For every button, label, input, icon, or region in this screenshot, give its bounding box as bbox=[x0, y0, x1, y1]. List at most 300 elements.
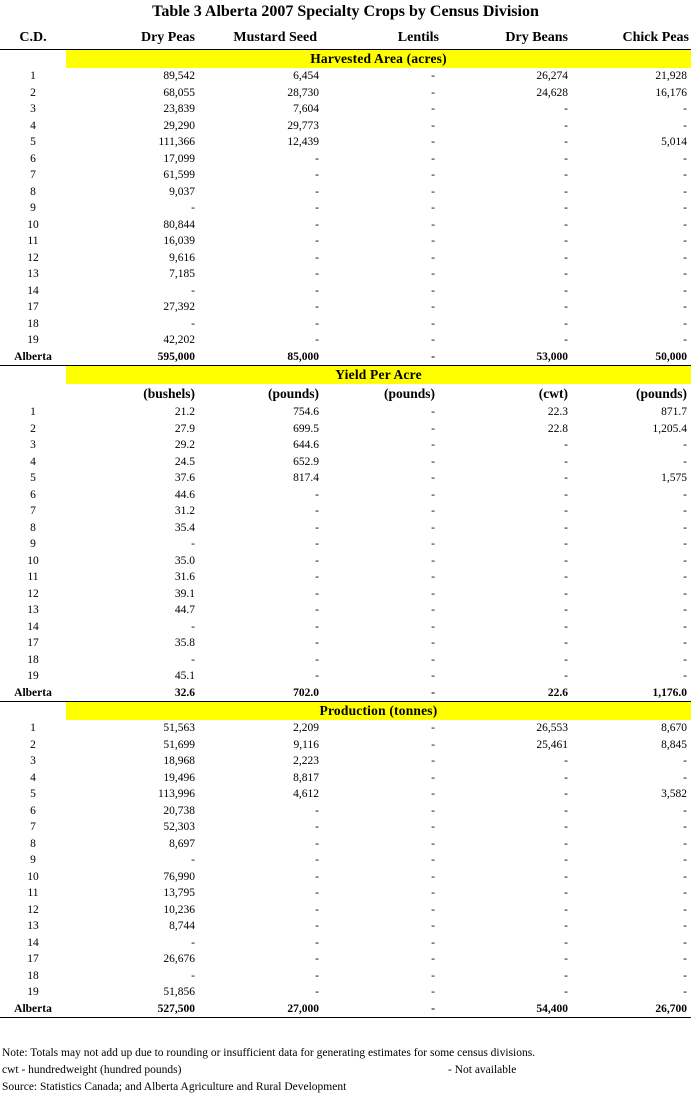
cell-lentils: - bbox=[431, 771, 435, 784]
cell-chick-peas: - bbox=[683, 268, 687, 280]
cell-lentils: - bbox=[431, 103, 435, 115]
cell-lentils: - bbox=[431, 202, 435, 214]
cell-cd: 19 bbox=[27, 986, 39, 998]
cell-chick-peas: 5,014 bbox=[661, 136, 687, 148]
total-lentils: - bbox=[325, 685, 449, 702]
cell-dry-peas: 44.7 bbox=[174, 604, 195, 616]
cell-dry-peas: - bbox=[191, 538, 195, 550]
cell-chick-peas: - bbox=[683, 554, 687, 567]
cell-mustard-seed: - bbox=[315, 169, 319, 181]
cell-lentils: - bbox=[431, 301, 435, 313]
cell-mustard-seed: - bbox=[315, 488, 319, 501]
cell-chick-peas: - bbox=[683, 488, 687, 501]
cell-cd: 7 bbox=[30, 169, 36, 181]
table-row bbox=[0, 503, 691, 520]
cell-lentils: - bbox=[431, 169, 435, 181]
cell-lentils: - bbox=[431, 70, 435, 82]
cell-chick-peas: - bbox=[683, 903, 687, 916]
cell-chick-peas: - bbox=[683, 334, 687, 346]
cell-lentils: - bbox=[431, 670, 435, 682]
cell-cd: 14 bbox=[27, 284, 39, 297]
cell-lentils: - bbox=[431, 119, 435, 132]
cell-chick-peas: - bbox=[683, 251, 687, 264]
cell-cd: 10 bbox=[27, 218, 39, 231]
table-row bbox=[0, 869, 691, 886]
cell-lentils: - bbox=[431, 251, 435, 264]
cell-mustard-seed: - bbox=[315, 854, 319, 866]
cell-cd: 2 bbox=[30, 86, 36, 99]
cell-chick-peas: - bbox=[683, 455, 687, 468]
cell-cd: 17 bbox=[27, 301, 39, 313]
cell-dry-beans: - bbox=[564, 771, 568, 784]
cell-cd: 7 bbox=[30, 821, 36, 833]
footnotes bbox=[2, 1045, 691, 1096]
cell-mustard-seed: - bbox=[315, 251, 319, 264]
section-spacer bbox=[0, 50, 66, 69]
table-row bbox=[0, 68, 691, 85]
cell-cd: 11 bbox=[27, 571, 39, 583]
table-row bbox=[0, 487, 691, 504]
cell-cd: 14 bbox=[27, 620, 39, 633]
cell-mustard-seed: - bbox=[315, 505, 319, 517]
cell-dry-peas: 51,699 bbox=[163, 738, 195, 751]
table-row bbox=[0, 454, 691, 471]
cell-mustard-seed: - bbox=[315, 837, 319, 850]
table-row bbox=[0, 250, 691, 267]
cell-chick-peas: - bbox=[683, 771, 687, 784]
cell-dry-peas: 27,392 bbox=[163, 301, 195, 313]
cell-dry-peas: 35.0 bbox=[174, 554, 195, 567]
total-dry-beans: 54,400 bbox=[449, 1001, 572, 1018]
cell-chick-peas: - bbox=[683, 571, 687, 583]
total-dry-peas: 527,500 bbox=[66, 1001, 199, 1018]
cell-cd: 13 bbox=[27, 604, 39, 616]
cell-dry-peas: 31.2 bbox=[174, 505, 195, 517]
cell-chick-peas: - bbox=[683, 620, 687, 633]
cell-chick-peas: 8,845 bbox=[661, 738, 687, 751]
total-cd: Alberta bbox=[0, 685, 66, 702]
cell-dry-peas: 19,496 bbox=[163, 771, 195, 784]
total-row bbox=[0, 1001, 691, 1018]
cell-lentils: - bbox=[431, 268, 435, 280]
cell-dry-peas: - bbox=[191, 969, 195, 982]
unit-dry-peas: (bushels) bbox=[143, 386, 195, 401]
cell-dry-peas: - bbox=[191, 936, 195, 949]
cell-dry-beans: - bbox=[564, 169, 568, 181]
cell-dry-peas: 52,303 bbox=[163, 821, 195, 833]
cell-mustard-seed: 817.4 bbox=[293, 472, 319, 484]
table-row bbox=[0, 151, 691, 168]
cell-cd: 12 bbox=[27, 903, 39, 916]
cell-cd: 6 bbox=[30, 804, 36, 817]
column-header-cd: C.D. bbox=[0, 27, 66, 50]
cell-chick-peas: - bbox=[683, 604, 687, 616]
cell-dry-peas: 80,844 bbox=[163, 218, 195, 231]
cell-cd: 17 bbox=[27, 637, 39, 649]
cell-dry-beans: - bbox=[564, 554, 568, 567]
cell-chick-peas: - bbox=[683, 202, 687, 214]
crops-table bbox=[0, 27, 691, 1018]
total-dry-beans: 22.6 bbox=[449, 685, 572, 702]
section-header-row bbox=[0, 702, 691, 721]
table-row bbox=[0, 819, 691, 836]
cell-lentils: - bbox=[431, 571, 435, 583]
cell-cd: 11 bbox=[27, 887, 39, 899]
unit-lentils: (pounds) bbox=[383, 386, 435, 401]
cell-lentils: - bbox=[431, 439, 435, 451]
total-dry-peas: 595,000 bbox=[66, 349, 199, 366]
cell-mustard-seed: - bbox=[315, 620, 319, 633]
cell-dry-peas: 111,366 bbox=[158, 136, 195, 148]
cell-dry-beans: - bbox=[564, 317, 568, 330]
cell-dry-beans: - bbox=[564, 755, 568, 767]
cell-mustard-seed: - bbox=[315, 821, 319, 833]
cell-chick-peas: 3,582 bbox=[661, 788, 687, 800]
total-chick-peas: 50,000 bbox=[572, 349, 691, 366]
cell-dry-beans: - bbox=[564, 571, 568, 583]
cell-cd: 2 bbox=[30, 422, 36, 435]
cell-chick-peas: - bbox=[683, 119, 687, 132]
cell-dry-peas: 26,676 bbox=[163, 953, 195, 965]
cell-mustard-seed: - bbox=[315, 235, 319, 247]
table-row bbox=[0, 836, 691, 853]
cell-chick-peas: - bbox=[683, 218, 687, 231]
cell-mustard-seed: 9,116 bbox=[293, 738, 319, 751]
unit-dry-beans: (cwt) bbox=[538, 386, 568, 401]
cell-lentils: - bbox=[431, 317, 435, 330]
cell-dry-peas: - bbox=[191, 317, 195, 330]
cell-lentils: - bbox=[431, 86, 435, 99]
cell-mustard-seed: 2,223 bbox=[293, 755, 319, 767]
cell-dry-beans: - bbox=[564, 854, 568, 866]
cell-chick-peas: - bbox=[683, 587, 687, 600]
cell-mustard-seed: - bbox=[315, 202, 319, 214]
totals-note: Note: Totals may not add up due to rounding or insufficient data for generating estimates for some census divisions. bbox=[2, 1047, 536, 1059]
unit-mustard-seed: (pounds) bbox=[267, 386, 319, 401]
total-dry-peas: 32.6 bbox=[66, 685, 199, 702]
cell-cd: 18 bbox=[27, 317, 39, 330]
cell-dry-peas: - bbox=[191, 620, 195, 633]
cell-lentils: - bbox=[431, 235, 435, 247]
cell-chick-peas: - bbox=[683, 755, 687, 767]
cell-dry-beans: - bbox=[564, 587, 568, 600]
cell-dry-beans: - bbox=[564, 903, 568, 916]
cell-dry-peas: 35.4 bbox=[174, 521, 195, 534]
cell-mustard-seed: - bbox=[315, 903, 319, 916]
cell-lentils: - bbox=[431, 870, 435, 883]
cell-cd: 18 bbox=[27, 653, 39, 666]
table-row bbox=[0, 652, 691, 669]
section-title: Harvested Area (acres) bbox=[66, 50, 691, 69]
cell-dry-peas: 113,996 bbox=[158, 788, 195, 800]
table-row bbox=[0, 553, 691, 570]
cell-chick-peas: - bbox=[683, 317, 687, 330]
table-row bbox=[0, 803, 691, 820]
cell-lentils: - bbox=[431, 422, 435, 435]
cell-dry-peas: 29.2 bbox=[174, 439, 195, 451]
total-lentils: - bbox=[325, 1001, 449, 1018]
cell-lentils: - bbox=[431, 738, 435, 751]
cell-dry-peas: 42,202 bbox=[163, 334, 195, 346]
cell-mustard-seed: - bbox=[315, 538, 319, 550]
cell-lentils: - bbox=[431, 969, 435, 982]
section-title: Production (tonnes) bbox=[66, 702, 691, 721]
cell-cd: 4 bbox=[30, 771, 36, 784]
cell-mustard-seed: 754.6 bbox=[293, 406, 319, 418]
cell-dry-beans: - bbox=[564, 821, 568, 833]
cell-lentils: - bbox=[431, 334, 435, 346]
cell-dry-beans: - bbox=[564, 620, 568, 633]
cell-mustard-seed: - bbox=[315, 986, 319, 998]
cell-dry-peas: 24.5 bbox=[174, 455, 195, 468]
cell-mustard-seed: 644.6 bbox=[293, 439, 319, 451]
cell-dry-peas: 39.1 bbox=[174, 587, 195, 600]
total-row bbox=[0, 685, 691, 702]
cell-cd: 12 bbox=[27, 587, 39, 600]
cell-dry-beans: - bbox=[564, 235, 568, 247]
cell-lentils: - bbox=[431, 903, 435, 916]
cell-dry-beans: - bbox=[564, 887, 568, 899]
cell-chick-peas: - bbox=[683, 103, 687, 115]
cell-mustard-seed: - bbox=[315, 920, 319, 932]
table-row bbox=[0, 918, 691, 935]
cell-dry-beans: - bbox=[564, 920, 568, 932]
cell-dry-beans: - bbox=[564, 837, 568, 850]
cell-lentils: - bbox=[431, 887, 435, 899]
table-row bbox=[0, 619, 691, 636]
cell-dry-peas: 45.1 bbox=[174, 670, 195, 682]
total-cd: Alberta bbox=[0, 349, 66, 366]
cell-mustard-seed: 652.9 bbox=[293, 455, 319, 468]
cell-dry-beans: - bbox=[564, 136, 568, 148]
cell-dry-beans: - bbox=[564, 953, 568, 965]
table-row bbox=[0, 520, 691, 537]
cell-mustard-seed: 29,773 bbox=[287, 119, 319, 132]
table-row bbox=[0, 984, 691, 1001]
table-row bbox=[0, 85, 691, 102]
cell-cd: 14 bbox=[27, 936, 39, 949]
table-row bbox=[0, 134, 691, 151]
cell-cd: 5 bbox=[30, 788, 36, 800]
cell-dry-beans: - bbox=[564, 301, 568, 313]
section-header-row bbox=[0, 366, 691, 385]
cell-mustard-seed: - bbox=[315, 218, 319, 231]
cell-lentils: - bbox=[431, 653, 435, 666]
cell-dry-peas: 44.6 bbox=[174, 488, 195, 501]
cell-cd: 10 bbox=[27, 554, 39, 567]
cell-lentils: - bbox=[431, 804, 435, 817]
cell-chick-peas: - bbox=[683, 837, 687, 850]
units-row bbox=[0, 384, 691, 404]
cell-dry-beans: - bbox=[564, 637, 568, 649]
cell-cd: 9 bbox=[30, 202, 36, 214]
cell-lentils: - bbox=[431, 538, 435, 550]
cell-mustard-seed: 2,209 bbox=[293, 722, 319, 734]
total-mustard-seed: 85,000 bbox=[199, 349, 325, 366]
cell-dry-beans: - bbox=[564, 538, 568, 550]
cell-lentils: - bbox=[431, 936, 435, 949]
column-header-chick-peas: Chick Peas bbox=[572, 27, 691, 50]
cell-cd: 6 bbox=[30, 488, 36, 501]
table-row bbox=[0, 200, 691, 217]
cell-dry-beans: - bbox=[564, 284, 568, 297]
cell-dry-peas: 17,099 bbox=[163, 152, 195, 165]
cell-lentils: - bbox=[431, 554, 435, 567]
cell-mustard-seed: 4,612 bbox=[293, 788, 319, 800]
cell-cd: 18 bbox=[27, 969, 39, 982]
cell-mustard-seed: - bbox=[315, 284, 319, 297]
cell-dry-peas: - bbox=[191, 653, 195, 666]
column-header-lentils: Lentils bbox=[325, 27, 449, 50]
table-row bbox=[0, 902, 691, 919]
total-mustard-seed: 702.0 bbox=[199, 685, 325, 702]
cell-lentils: - bbox=[431, 620, 435, 633]
cell-dry-peas: 76,990 bbox=[163, 870, 195, 883]
cell-cd: 12 bbox=[27, 251, 39, 264]
cell-dry-peas: 9,037 bbox=[169, 185, 195, 198]
cell-chick-peas: 16,176 bbox=[655, 86, 687, 99]
cell-dry-peas: 8,697 bbox=[169, 837, 195, 850]
cell-mustard-seed: - bbox=[315, 587, 319, 600]
cell-lentils: - bbox=[431, 472, 435, 484]
cell-chick-peas: - bbox=[683, 152, 687, 165]
cell-lentils: - bbox=[431, 722, 435, 734]
cell-cd: 1 bbox=[30, 70, 36, 82]
cell-lentils: - bbox=[431, 587, 435, 600]
cell-mustard-seed: 28,730 bbox=[287, 86, 319, 99]
cell-dry-beans: 26,553 bbox=[536, 722, 568, 734]
cell-chick-peas: - bbox=[683, 854, 687, 866]
table-row bbox=[0, 786, 691, 803]
cell-dry-beans: - bbox=[564, 455, 568, 468]
cell-mustard-seed: - bbox=[315, 604, 319, 616]
cell-chick-peas: - bbox=[683, 804, 687, 817]
cell-mustard-seed: - bbox=[315, 554, 319, 567]
cell-dry-beans: 22.3 bbox=[547, 406, 568, 418]
cell-cd: 10 bbox=[27, 870, 39, 883]
cell-cd: 19 bbox=[27, 334, 39, 346]
cell-mustard-seed: 6,454 bbox=[293, 70, 319, 82]
cell-chick-peas: - bbox=[683, 301, 687, 313]
cell-dry-peas: 51,856 bbox=[163, 986, 195, 998]
table-row bbox=[0, 233, 691, 250]
cell-chick-peas: - bbox=[683, 969, 687, 982]
cell-chick-peas: - bbox=[683, 637, 687, 649]
cell-mustard-seed: 12,439 bbox=[287, 136, 319, 148]
cell-mustard-seed: - bbox=[315, 953, 319, 965]
column-header-dry-peas: Dry Peas bbox=[66, 27, 199, 50]
cell-cd: 6 bbox=[30, 152, 36, 165]
cell-dry-beans: - bbox=[564, 472, 568, 484]
cell-mustard-seed: - bbox=[315, 268, 319, 280]
cell-dry-beans: - bbox=[564, 251, 568, 264]
cell-dry-beans: 22.8 bbox=[547, 422, 568, 435]
table-row bbox=[0, 569, 691, 586]
table-row bbox=[0, 536, 691, 553]
cell-cd: 3 bbox=[30, 439, 36, 451]
table-row bbox=[0, 935, 691, 952]
cell-dry-peas: 27.9 bbox=[174, 422, 195, 435]
cell-lentils: - bbox=[431, 821, 435, 833]
cell-cd: 7 bbox=[30, 505, 36, 517]
cell-lentils: - bbox=[431, 986, 435, 998]
cell-cd: 11 bbox=[27, 235, 39, 247]
cell-mustard-seed: - bbox=[315, 301, 319, 313]
cell-chick-peas: 21,928 bbox=[655, 70, 687, 82]
cell-dry-beans: 26,274 bbox=[536, 70, 568, 82]
cell-dry-peas: - bbox=[191, 202, 195, 214]
cell-dry-peas: - bbox=[191, 854, 195, 866]
cell-dry-beans: 25,461 bbox=[536, 738, 568, 751]
cell-mustard-seed: - bbox=[315, 804, 319, 817]
total-row bbox=[0, 349, 691, 366]
cell-dry-peas: 13,795 bbox=[163, 887, 195, 899]
table-row bbox=[0, 421, 691, 438]
table-row bbox=[0, 217, 691, 234]
cell-dry-peas: 18,968 bbox=[163, 755, 195, 767]
cell-dry-beans: - bbox=[564, 185, 568, 198]
table-row bbox=[0, 332, 691, 349]
cell-chick-peas: - bbox=[683, 653, 687, 666]
cell-dry-beans: - bbox=[564, 936, 568, 949]
cell-mustard-seed: - bbox=[315, 969, 319, 982]
cell-dry-beans: - bbox=[564, 218, 568, 231]
unit-cd bbox=[0, 384, 66, 404]
table-row bbox=[0, 885, 691, 902]
cell-dry-peas: 61,599 bbox=[163, 169, 195, 181]
cell-mustard-seed: - bbox=[315, 317, 319, 330]
cell-dry-beans: - bbox=[564, 969, 568, 982]
cell-mustard-seed: - bbox=[315, 653, 319, 666]
total-dry-beans: 53,000 bbox=[449, 349, 572, 366]
cell-lentils: - bbox=[431, 218, 435, 231]
cell-cd: 13 bbox=[27, 268, 39, 280]
column-header-row bbox=[0, 27, 691, 50]
cwt-note bbox=[2, 1062, 691, 1079]
cwt-definition: cwt - hundredweight (hundred pounds) bbox=[2, 1064, 182, 1076]
table-row bbox=[0, 602, 691, 619]
not-available-legend: - Not available bbox=[448, 1064, 517, 1076]
cell-dry-peas: 10,236 bbox=[163, 903, 195, 916]
cell-mustard-seed: - bbox=[315, 887, 319, 899]
cell-lentils: - bbox=[431, 854, 435, 866]
cell-chick-peas: - bbox=[683, 284, 687, 297]
cell-chick-peas: - bbox=[683, 670, 687, 682]
cell-lentils: - bbox=[431, 284, 435, 297]
cell-dry-beans: - bbox=[564, 119, 568, 132]
total-lentils: - bbox=[325, 349, 449, 366]
cell-dry-beans: - bbox=[564, 653, 568, 666]
cell-chick-peas: 1,575 bbox=[661, 472, 687, 484]
cell-lentils: - bbox=[431, 788, 435, 800]
table-row bbox=[0, 753, 691, 770]
cell-cd: 5 bbox=[30, 472, 36, 484]
cell-mustard-seed: 8,817 bbox=[293, 771, 319, 784]
cell-dry-beans: - bbox=[564, 870, 568, 883]
cell-cd: 3 bbox=[30, 103, 36, 115]
cell-dry-peas: 35.8 bbox=[174, 637, 195, 649]
cell-mustard-seed: 7,604 bbox=[293, 103, 319, 115]
cell-cd: 9 bbox=[30, 854, 36, 866]
cell-dry-beans: - bbox=[564, 103, 568, 115]
cell-dry-beans: 24,628 bbox=[536, 86, 568, 99]
total-cd: Alberta bbox=[0, 1001, 66, 1018]
table-row bbox=[0, 167, 691, 184]
unit-chick-peas: (pounds) bbox=[635, 386, 687, 401]
cell-mustard-seed: - bbox=[315, 571, 319, 583]
cell-mustard-seed: 699.5 bbox=[293, 422, 319, 435]
cell-cd: 17 bbox=[27, 953, 39, 965]
